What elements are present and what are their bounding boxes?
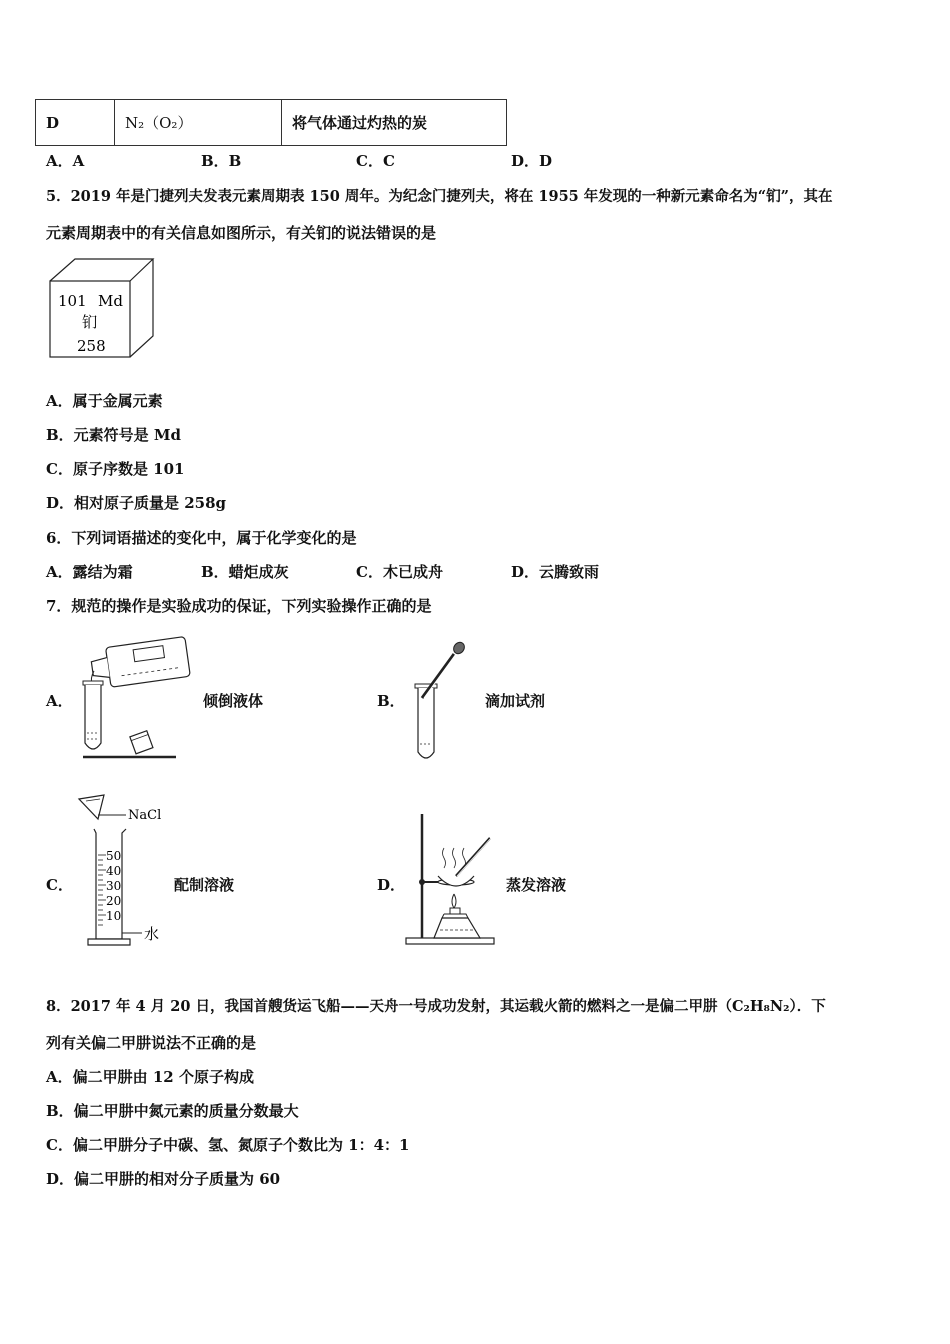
q8-option-a[interactable]: A．偏二甲肼由 12 个原子构成	[46, 1068, 254, 1086]
q7-stem: 7．规范的操作是实验成功的保证，下列实验操作正确的是	[46, 597, 432, 615]
q5-option-d[interactable]: D．相对原子质量是 258g	[46, 494, 227, 512]
q4-option-d[interactable]: D．D	[511, 152, 553, 170]
q7-a-caption: 倾倒液体	[203, 692, 264, 710]
q8-option-b[interactable]: B．偏二甲肼中氮元素的质量分数最大	[46, 1102, 299, 1120]
table-row	[36, 100, 507, 146]
tick-label: 20	[106, 894, 122, 908]
evaporation-figure	[404, 810, 504, 950]
nacl-label: NaCl	[128, 808, 162, 823]
q6-stem: 6．下列词语描述的变化中，属于化学变化的是	[46, 529, 357, 547]
q4-options	[46, 150, 666, 171]
pouring-liquid-figure	[80, 633, 192, 763]
q7-a-letter[interactable]: A．	[46, 692, 73, 710]
graduated-cylinder-figure	[76, 793, 176, 953]
q7-c-caption: 配制溶液	[174, 876, 235, 894]
dropping-reagent-figure	[410, 640, 470, 770]
element-number: 101	[58, 292, 87, 310]
element-cell-figure	[47, 256, 159, 362]
q6-option-c[interactable]: C．木已成舟	[356, 563, 443, 581]
tick-label: 40	[106, 864, 122, 878]
table-cell-substance: N₂（O₂）	[115, 100, 282, 146]
element-symbol: Md	[98, 292, 123, 310]
tick-label: 50	[106, 849, 122, 863]
q5-option-c[interactable]: C．原子序数是 101	[46, 460, 185, 478]
q7-b-caption: 滴加试剂	[485, 692, 546, 710]
q7-c-letter[interactable]: C．	[46, 876, 73, 894]
element-name: 钔	[82, 313, 98, 331]
table-cell-option: D	[36, 100, 115, 146]
q5-option-b[interactable]: B．元素符号是 Md	[46, 426, 181, 444]
q4-option-c[interactable]: C．C	[356, 152, 395, 170]
q8-stem-line1: 8．2017 年 4 月 20 日，我国首艘货运飞船——天舟一号成功发射，其运载火箭的燃料之一是偏二甲肼（C₂H₈N₂）．下	[46, 998, 826, 1015]
q4-option-b[interactable]: B．B	[201, 152, 242, 170]
q5-stem-line1: 5．2019 年是门捷列夫发表元素周期表 150 周年。为纪念门捷列夫，将在 1955 年发现的一种新元素命名为“钔”，其在	[46, 188, 833, 205]
q8-stem-line2: 列有关偏二甲肼说法不正确的是	[46, 1034, 257, 1052]
reagent-table	[35, 99, 507, 146]
q8-option-d[interactable]: D．偏二甲肼的相对分子质量为 60	[46, 1170, 281, 1188]
q4-option-a[interactable]: A．A	[46, 152, 85, 170]
q6-option-d[interactable]: D．云腾致雨	[511, 563, 600, 581]
element-mass: 258	[77, 337, 106, 355]
table-cell-method: 将气体通过灼热的炭	[282, 100, 507, 146]
water-label: 水	[144, 925, 160, 943]
q6-option-a[interactable]: A．露结为霜	[46, 563, 133, 581]
q7-b-letter[interactable]: B．	[377, 692, 405, 710]
q6-options	[46, 561, 666, 582]
q7-d-letter[interactable]: D．	[377, 876, 406, 894]
q6-option-b[interactable]: B．蜡炬成灰	[201, 563, 289, 581]
q5-stem-line2: 元素周期表中的有关信息如图所示，有关钔的说法错误的是	[46, 224, 437, 242]
q7-d-caption: 蒸发溶液	[506, 876, 567, 894]
tick-label: 10	[106, 909, 122, 923]
q5-option-a[interactable]: A．属于金属元素	[46, 392, 163, 410]
tick-label: 30	[106, 879, 122, 893]
q8-option-c[interactable]: C．偏二甲肼分子中碳、氢、氮原子个数比为 1：4：1	[46, 1136, 410, 1154]
